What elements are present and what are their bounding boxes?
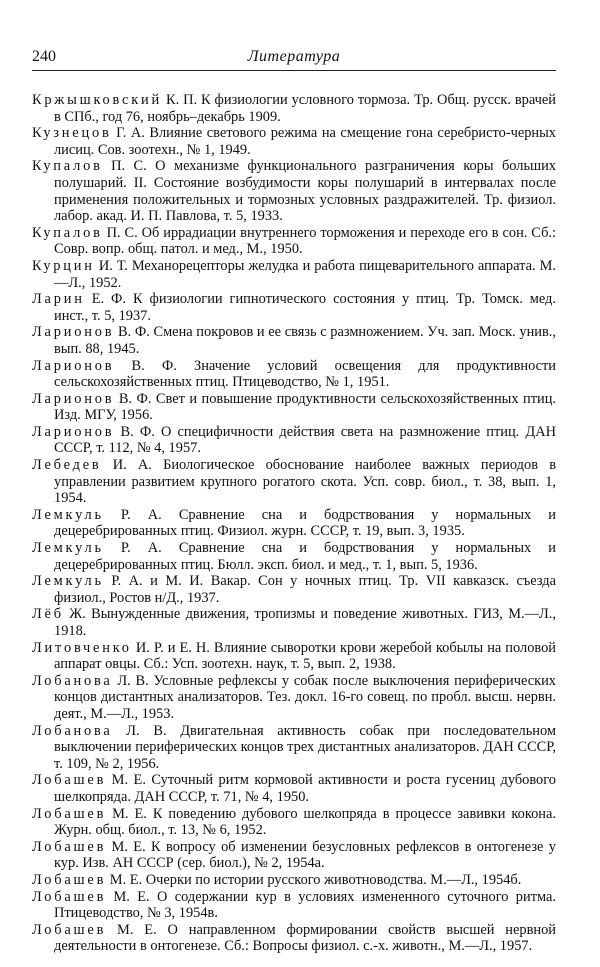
reference-author: Купалов [32,158,103,175]
reference-author: Лобанова [32,722,113,739]
reference-entry [32,872,556,889]
reference-text: М. Е. О направленном формировании свойств высшей нервной деятельности в онтогенезе. Сб.: Вопросы физиол. с.-х. животн., М.—Л., 1957. [54,921,556,955]
reference-author: Лемкуль [32,573,104,590]
reference-author: Лебедев [32,457,102,474]
reference-author: Ларионов [32,357,115,374]
reference-entry [32,92,556,125]
reference-text: И. Т. Механорецепторы желудка и работа пищеварительного аппарата. М.—Л., 1952. [54,257,556,291]
reference-text: В. Ф. Значение условий освещения для продуктивности сельскохозяйственных птиц. Птицеводство, № 1, 1951. [54,357,556,391]
reference-text: М. Е. Суточный ритм кормовой активности и роста гусениц дубового шелкопряда. ДАН СССР, т. 71, № 4, 1950. [54,772,556,805]
reference-entry [32,225,556,258]
reference-entry [32,125,556,158]
reference-text: Г. А. Влияние светового режима на смещение гона серебристо-черных лисиц. Сов. зоотехн., № 1, 1949. [54,125,556,158]
reference-entry [32,640,556,673]
page-header [32,46,556,71]
reference-entry [32,291,556,324]
reference-entry [32,889,556,922]
reference-text: В. Ф. Смена покровов и ее связь с размножением. Уч. зап. Моск. унив., вып. 88, 1945. [54,324,556,357]
running-title: Литература [247,48,341,65]
reference-text: М. Е. К вопросу об изменении безусловных рефлексов в онтогенезе у кур. Изв. АН СССР (сер. биол.), № 2, 1954а. [54,838,556,872]
reference-text: Л. В. Условные рефлексы у собак после выключения периферических концов дистантных анализаторов. Тез. докл. 16-го совещ. по пробл. высш. нервн. деят., М.—Л., 1953. [54,672,556,722]
reference-entry [32,358,556,391]
reference-entry [32,723,556,773]
reference-entry [32,324,556,357]
reference-author: Купалов [32,224,103,241]
reference-text: Р. А. Сравнение сна и бодрствования у нормальных и децеребрированных птиц. Бюлл. эксп. биол. и мед., т. 1, вып. 5, 1936. [54,540,556,573]
reference-text: В. Ф. О специфичности действия света на размножение птиц. ДАН СССР, т. 112, № 4, 1957. [54,423,556,457]
reference-entry [32,158,556,224]
reference-author: Лемкуль [32,540,104,557]
reference-author: Ларин [32,291,85,308]
reference-text: Ж. Вынужденные движения, тропизмы и поведение животных. ГИЗ, М.—Л., 1918. [54,606,556,639]
reference-entry [32,540,556,573]
reference-entry [32,839,556,872]
reference-author: Лемкуль [32,506,104,523]
reference-entry [32,391,556,424]
reference-text: М. Е. О содержании кур в условиях измененного суточного ритма. Птицеводство, № 3, 1954в. [54,888,556,922]
reference-author: Лёб [32,606,64,623]
reference-author: Кузнецов [32,125,112,142]
reference-text: П. С. Об иррадиации внутреннего торможения и переходе его в сон. Сб.: Совр. вопр. общ. патол. и мед., М., 1950. [54,224,556,258]
reference-text: М. Е. Очерки по истории русского животноводства. М.—Л., 1954б. [109,871,522,888]
reference-text: Р. А. и М. И. Вакар. Сон у ночных птиц. Тр. VII кавказск. съезда физиол., Ростов н/Д., 1937. [54,573,556,606]
reference-text: К. П. К физиологии условного тормоза. Тр. Общ. русск. врачей в СПб., год 76, ноябрь–декабрь 1909. [54,92,556,125]
page-number: 240 [32,48,56,65]
reference-author: Лобанова [32,672,113,689]
reference-entry [32,573,556,606]
reference-entry [32,806,556,839]
reference-entry [32,606,556,639]
reference-text: П. С. О механизме функционального разграничения коры больших полушарий. II. Состояние возбудимости коры полушарий в интервалах после применения положительных и тормозных условных раздражителей. Тр. физиол. лабор. акад. И. П. Павлова, т. 5, 1933. [54,158,556,225]
reference-author: Кржышковский [32,92,163,108]
reference-list [32,92,556,955]
reference-author: Лобашев [32,871,107,888]
reference-text: Е. Ф. К физиологии гипнотического состояния у птиц. Тр. Томск. мед. инст., т. 5, 1937. [54,291,556,324]
reference-author: Лобашев [32,772,107,789]
reference-text: Р. А. Сравнение сна и бодрствования у нормальных и децеребрированных птиц. Физиол. журн. СССР, т. 19, вып. 3, 1935. [54,506,556,540]
reference-author: Ларионов [32,324,115,341]
reference-entry [32,424,556,457]
reference-entry [32,457,556,507]
reference-entry [32,673,556,723]
reference-author: Ларионов [32,390,115,407]
reference-text: Л. В. Двигательная активность собак при последовательном выключении периферических концов трех дистантных анализаторов. ДАН СССР, т. 109, № 2, 1956. [54,722,556,772]
reference-text: И. А. Биологическое обоснование наиболее важных периодов в управлении развитием крупного рогатого скота. Усп. совр. биол., т. 38, вып. 1, 1954. [54,457,556,507]
reference-author: Ларионов [32,423,115,440]
reference-entry [32,922,556,955]
reference-author: Лобашев [32,888,107,905]
reference-author: Лобашев [32,921,107,938]
reference-author: Лобашев [32,805,107,822]
reference-author: Литовченко [32,639,132,656]
reference-text: И. Р. и Е. Н. Влияние сыворотки крови жеребой кобылы на половой аппарат овцы. Сб.: Усп. зоотехн. наук, т. 5, вып. 2, 1938. [54,639,556,673]
reference-entry [32,772,556,805]
reference-author: Курцин [32,257,95,274]
reference-text: М. Е. К поведению дубового шелкопряда в процессе завивки кокона. Журн. общ. биол., т. 13, № 6, 1952. [54,805,556,839]
reference-entry [32,507,556,540]
reference-text: В. Ф. Свет и повышение продуктивности сельскохозяйственных птиц. Изд. МГУ, 1956. [54,390,556,424]
reference-author: Лобашев [32,838,107,855]
reference-entry [32,258,556,291]
